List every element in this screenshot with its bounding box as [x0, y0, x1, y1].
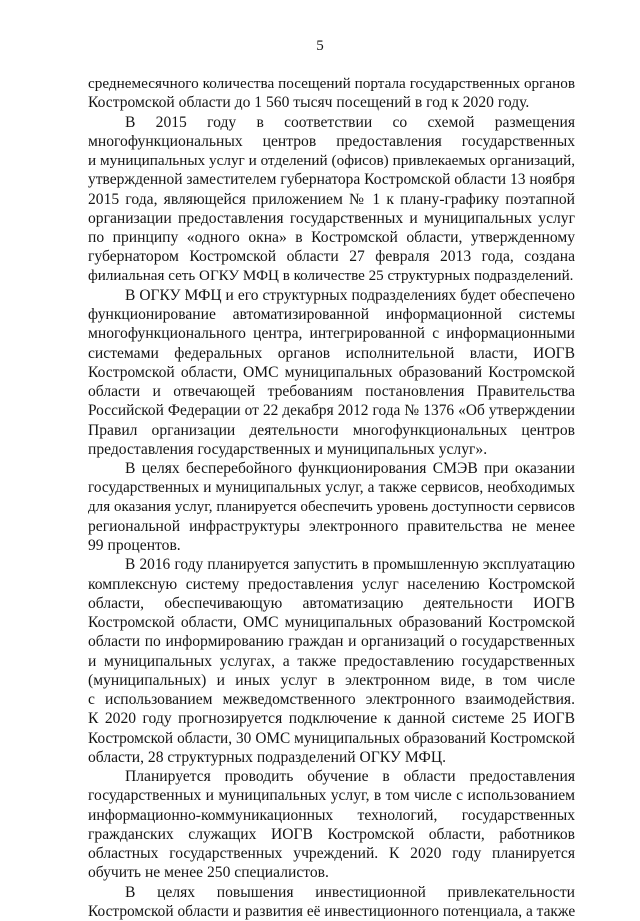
text-line: для оказания услуг, планируется обеспечить уровень доступности сервисов — [88, 498, 575, 517]
text-line: государственных и муниципальных услуг, в том числе с использованием — [88, 786, 575, 805]
text-line: В 2015 году в соответствии со схемой размещения — [88, 113, 575, 132]
text-line: гражданских служащих ИОГВ Костромской области, работников — [88, 825, 575, 844]
text-line: 2015 года, являющейся приложением № 1 к плану-графику поэтапной — [88, 190, 575, 209]
text-line: многофункциональных центров предоставления государственных — [88, 132, 575, 151]
text-line: губернатором Костромской области 27 февраля 2013 года, создана — [88, 247, 575, 266]
text-line: 99 процентов. — [88, 536, 575, 555]
page-number: 5 — [0, 36, 640, 56]
text-line: Планируется проводить обучение в области предоставления — [88, 767, 575, 786]
text-line: информационно-коммуникационных технологий, государственных — [88, 806, 575, 825]
paragraph — [88, 883, 575, 921]
text-line: области и отвечающей требованиям постановления Правительства — [88, 382, 575, 401]
document-body — [88, 74, 575, 921]
text-line: и муниципальных услуг и отделений (офисов) привлекаемых организаций, — [88, 151, 575, 170]
text-line: среднемесячного количества посещений портала государственных органов — [88, 74, 575, 93]
text-line: региональной инфраструктуры электронного правительства не менее — [88, 517, 575, 536]
text-line: многофункционального центра, интегрированной с информационными — [88, 324, 575, 343]
text-line: Правил организации деятельности многофункциональных центров — [88, 421, 575, 440]
text-line: В целях бесперебойного функционирования СМЭВ при оказании — [88, 459, 575, 478]
text-line: Костромской области, 30 ОМС муниципальных образований Костромской — [88, 729, 575, 748]
paragraph — [88, 74, 575, 113]
text-line: и муниципальных услугах, а также предоставлению государственных — [88, 652, 575, 671]
paragraph — [88, 767, 575, 883]
text-line: Костромской области и развития её инвестиционного потенциала, а также — [88, 902, 575, 921]
text-line: В целях повышения инвестиционной привлекательности — [88, 883, 575, 902]
text-line: утвержденной заместителем губернатора Костромской области 13 ноября — [88, 170, 575, 189]
paragraph — [88, 286, 575, 459]
text-line: области, обеспечивающую автоматизацию деятельности ИОГВ — [88, 594, 575, 613]
text-line: по принципу «одного окна» в Костромской области, утвержденному — [88, 228, 575, 247]
text-line: области по информированию граждан и организаций о государственных — [88, 632, 575, 651]
text-line: (муниципальных) и иных услуг в электронном виде, в том числе — [88, 671, 575, 690]
paragraph — [88, 555, 575, 767]
text-line: с использованием межведомственного электронного взаимодействия. — [88, 690, 575, 709]
text-line: организации предоставления государственных и муниципальных услуг — [88, 209, 575, 228]
text-line: В 2016 году планируется запустить в промышленную эксплуатацию — [88, 555, 575, 574]
paragraph — [88, 113, 575, 286]
text-line: филиальная сеть ОГКУ МФЦ в количестве 25 структурных подразделений. — [88, 267, 575, 286]
text-line: области, 28 структурных подразделений ОГКУ МФЦ. — [88, 748, 575, 767]
text-line: обучить не менее 250 специалистов. — [88, 863, 575, 882]
text-line: функционирование автоматизированной информационной системы — [88, 305, 575, 324]
text-line: государственных и муниципальных услуг, а также сервисов, необходимых — [88, 478, 575, 497]
text-line: комплексную систему предоставления услуг населению Костромской — [88, 575, 575, 594]
text-line: областных государственных учреждений. К 2020 году планируется — [88, 844, 575, 863]
text-line: Костромской области, ОМС муниципальных образований Костромской — [88, 363, 575, 382]
text-line: К 2020 году прогнозируется подключение к данной системе 25 ИОГВ — [88, 709, 575, 728]
text-line: системами федеральных органов исполнительной власти, ИОГВ — [88, 344, 575, 363]
text-line: Костромской области до 1 560 тысяч посещений в год к 2020 году. — [88, 93, 575, 112]
text-line: предоставления государственных и муниципальных услуг». — [88, 440, 575, 459]
text-line: Костромской области, ОМС муниципальных образований Костромской — [88, 613, 575, 632]
paragraph — [88, 459, 575, 555]
text-line: Российской Федерации от 22 декабря 2012 года № 1376 «Об утверждении — [88, 401, 575, 420]
text-line: В ОГКУ МФЦ и его структурных подразделениях будет обеспечено — [88, 286, 575, 305]
